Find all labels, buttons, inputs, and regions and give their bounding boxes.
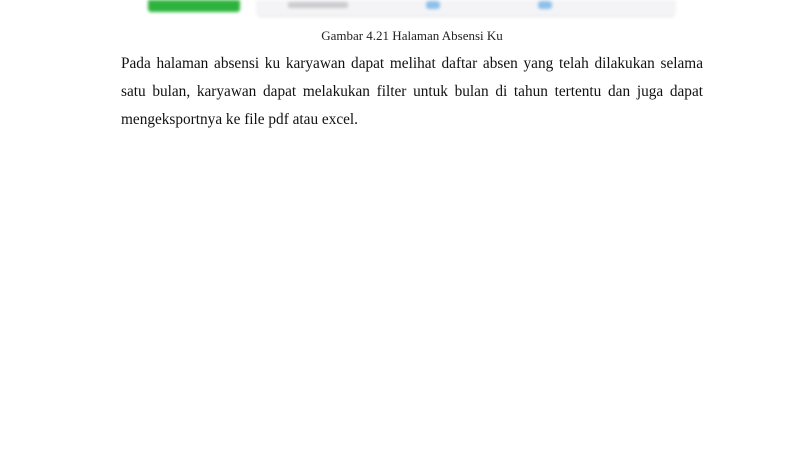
figure-dropdown-icon (426, 1, 440, 9)
figure-screenshot-fragment (140, 0, 685, 20)
figure-caption: Gambar 4.21 Halaman Absensi Ku (321, 28, 503, 43)
body-paragraph: Pada halaman absensi ku karyawan dapat melihat daftar absen yang telah dilakukan selama satu bulan, karyawan dapat melakukan filter untuk bulan di tahun tertentu dan juga dapat mengeksportnya ke file pdf atau excel. (121, 55, 703, 128)
figure-dropdown-icon (538, 1, 552, 9)
figure-green-button (148, 0, 240, 12)
figure-placeholder-text (288, 2, 348, 8)
